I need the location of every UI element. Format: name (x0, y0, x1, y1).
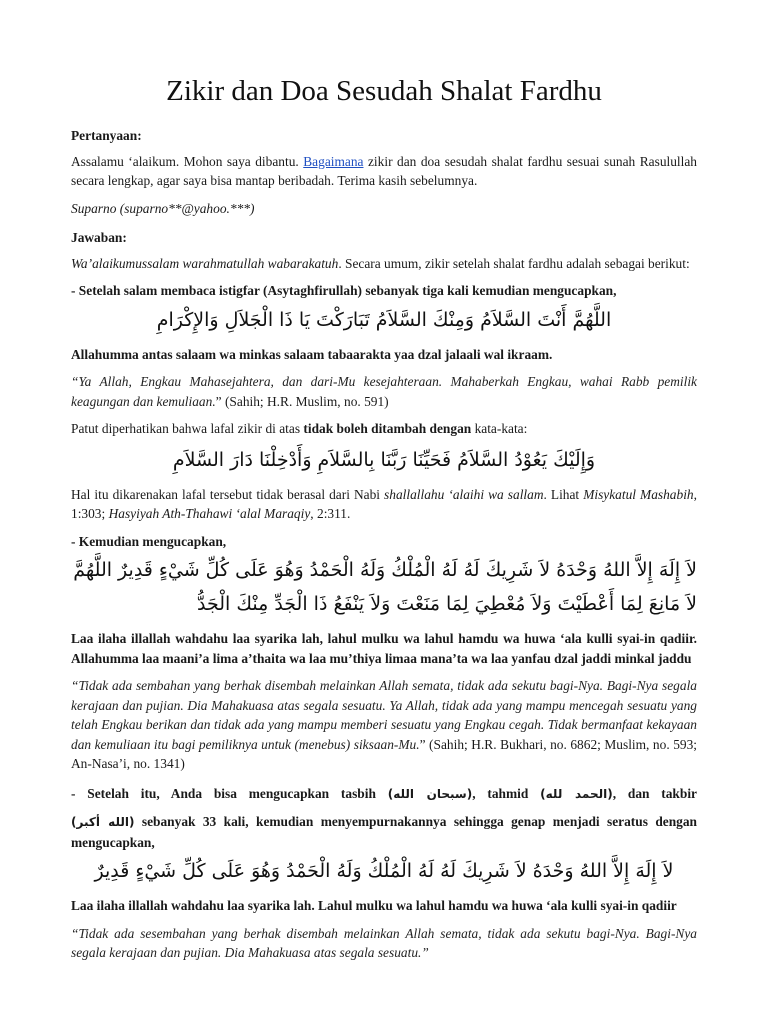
section1-translation (71, 372, 697, 411)
takbir-label: dan takbir (627, 785, 697, 801)
section2-heading: - Kemudian mengucapkan, (71, 533, 227, 549)
section1-arabic-extra: وَإِلَيْكَ يَعُوْدُ السَّلاَمُ فَحَيِّنَا رَبَّنَا بِالسَّلاَمِ وَأَدْخِلْنَا دَارَ السَّلاَمِ (172, 448, 596, 471)
section3-latin: Laa ilaha illallah wahdahu laa syarika lah. Lahul mulku wa lahul hamdu wa huwa ‘ala kulli syai-in qadiir (71, 898, 677, 913)
section1-source: ” (Sahih; H.R. Muslim, no. 591) (215, 393, 389, 409)
section3-arabic: لاَ إِلَهَ إِلاَّ اللهُ وَحْدَهُ لاَ شَرِيكَ لَهُ لَهُ الْمُلْكُ وَلَهُ الْحَمْدُ وَهُوَ عَلَى كُلِّ شَيْءٍ قَدِيرٌ (94, 860, 674, 882)
section1-reason-2: . Lihat (543, 486, 584, 502)
section1-note-after: kata-kata: (471, 421, 528, 436)
section1-translation-text: “Ya Allah, Engkau Mahasejahtera, dan dari-Mu kesejahteraan. Mahaberkah Engkau, wahai Rabb pemilik keagungan dan kemuliaan. (71, 374, 697, 409)
section1-note-bold: tidak boleh ditambah dengan (303, 421, 472, 436)
section3-heading-part2: sebanyak 33 kali, kemudian menyempurnakannya sehingga genap menjadi seratus dengan mengucapkan, (71, 814, 698, 850)
asker-name: Suparno (suparno**@yahoo.***) (71, 200, 255, 216)
tahmid-arabic: (الحمد لله) (540, 786, 613, 801)
answer-label: Jawaban: (71, 230, 127, 245)
tasbih-arabic: (سبحان الله) (387, 786, 473, 801)
question-text-before: Assalamu ‘alaikum. Mohon saya dibantu. (71, 153, 304, 169)
takbir-arabic: (الله أكبر) (71, 815, 135, 829)
section3-heading-part1: - Setelah itu, Anda bisa mengucapkan tasbih (71, 785, 376, 801)
answer-greeting: Wa’alaikumussalam warahmatullah wabarakatuh (71, 255, 339, 271)
section1-note-before: Patut diperhatikan bahwa lafal zikir di atas (71, 421, 304, 436)
section1-note (71, 419, 697, 439)
section3-heading-line2 (71, 812, 697, 852)
section1-reason-italic: shallallahu ‘alaihi wa sallam (384, 486, 544, 502)
section2-latin: Laa ilaha illallah wahdahu laa syarika lah, lahul mulku wa lahul hamdu wa huwa ‘ala kulli syai-in qadiir. Allahumma laa maani’a lima a’thaita wa laa mu’thiya limaa mana’ta wa laa yanfau dzal jaddi minkal jaddu (71, 631, 697, 666)
answer-intro (71, 254, 697, 274)
tahmid-label: tahmid (487, 785, 529, 801)
section2-arabic: لاَ إِلَهَ إِلاَّ اللهُ وَحْدَهُ لاَ شَرِيكَ لَهُ لَهُ الْمُلْكُ وَلَهُ الْحَمْدُ وَهُوَ عَلَى كُلِّ شَيْءٍ قَدِيرٌ اللَّهُمَّ لاَ مَانِعَ لِمَا أَعْطَيْتَ وَلاَ مُعْطِيَ لِمَا مَنَعْتَ وَلاَ يَنْفَعُ ذَا الْجَدِّ مِنْكَ الْجَدُّ (73, 559, 697, 615)
question-label: Pertanyaan: (71, 128, 142, 143)
section2-source: ” (Sahih; H.R. Bukhari, no. 6862; Muslim, no. 593; An-Nasa’i, no. 1341) (71, 736, 698, 771)
section1-reason (71, 485, 697, 524)
page-title: Zikir dan Doa Sesudah Shalat Fardhu (166, 75, 602, 107)
section1-ref2: Hasyiyah Ath-Thahawi ‘alal Maraqiy (108, 506, 311, 521)
section3-heading-line1: - Setelah itu, Anda bisa mengucapkan tasbih (سبحان الله), tahmid (الحمد لله), dan takbir (71, 785, 697, 801)
section2-translation (71, 676, 697, 774)
section2-translation-text: “Tidak ada sembahan yang berhak disembah melainkan Allah semata, tidak ada sekutu bagi-Nya. Bagi-Nya segala kerajaan dan pujian. Dia Mahakuasa atas segala sesuatu. Ya Allah, tidak ada yang mampu mencegah sesuatu yang telah Engkau berikan dan tidak ada yang mampu memberi sesuatu yang Engkau cegah. Tidak bermanfaat kekayaan dan kemuliaan itu bagi pemiliknya untuk (menebus) siksaan-Mu. (71, 678, 697, 752)
section3-translation: “Tidak ada sesembahan yang berhak disembah melainkan Allah semata, tidak ada sekutu bagi-Nya. Bagi-Nya segala kerajaan dan pujian. Dia Mahakuasa atas segala sesuatu.” (71, 925, 697, 960)
answer-intro-text: . Secara umum, zikir setelah shalat fardhu adalah sebagai berikut: (338, 255, 690, 271)
question-text (71, 152, 697, 191)
bagaimana-link[interactable]: Bagaimana (303, 153, 364, 169)
section1-ref1: Misykatul Mashabih (583, 486, 694, 502)
section1-reason-1: Hal itu dikarenakan lafal tersebut tidak berasal dari Nabi (71, 486, 385, 502)
section1-heading: - Setelah salam membaca istigfar (Asytaghfirullah) sebanyak tiga kali kemudian mengucapkan, (71, 283, 617, 298)
section1-arabic: اللَّهُمَّ أَنْتَ السَّلاَمُ وَمِنْكَ السَّلاَمُ تَبَارَكْتَ يَا ذَا الْجَلاَلِ وَالإِكْرَامِ (156, 308, 612, 331)
section1-ref1-rest: , 1:303; (71, 486, 697, 521)
section1-latin: Allahumma antas salaam wa minkas salaam tabaarakta yaa dzal jalaali wal ikraam. (71, 346, 553, 362)
section1-ref2-rest: , 2:311. (310, 506, 351, 521)
question-text-after: zikir dan doa sesudah shalat fardhu sesuai sunah Rasulullah secara lengkap, agar saya bisa mantap beribadah. Terima kasih sebelumnya. (71, 153, 698, 188)
